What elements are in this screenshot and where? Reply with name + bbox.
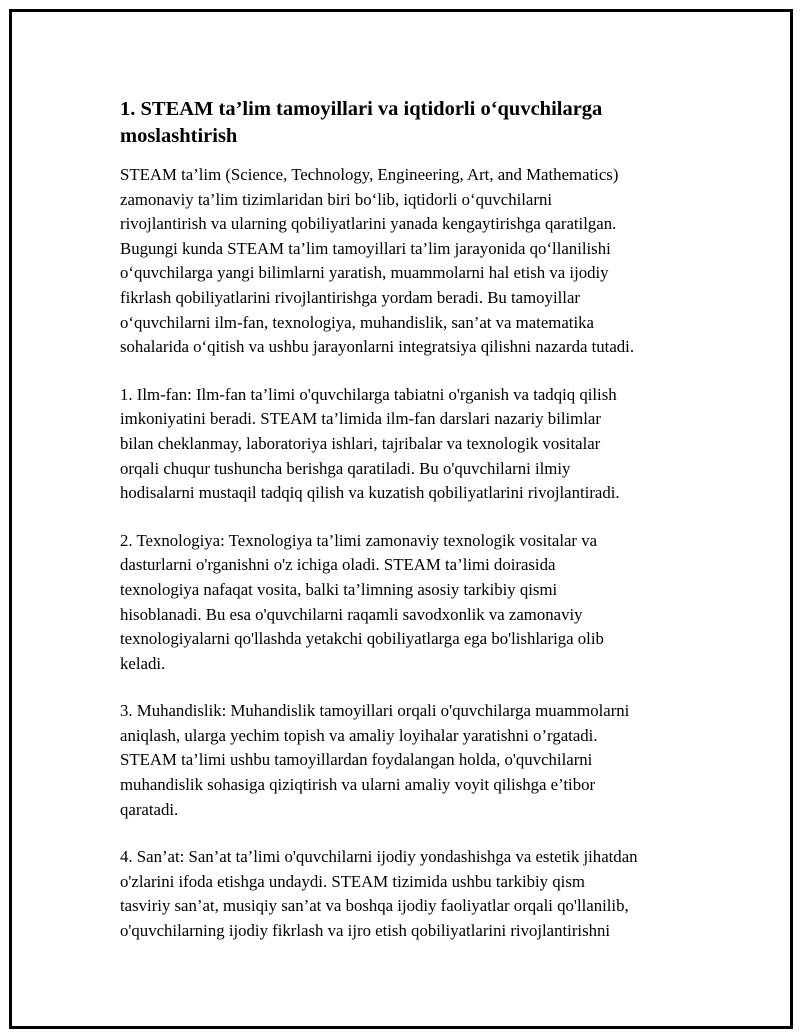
text-line: fikrlash qobiliyatlarini rivojlantirishga yordam beradi. Bu tamoyillar	[120, 287, 580, 307]
page-frame	[9, 9, 793, 1029]
text-line: texnologiyalarni qo'llashda yetakchi qobiliyatlarga ega bo'lishlariga olib	[120, 629, 604, 649]
paragraph-muhandislik	[120, 699, 700, 822]
text-line: texnologiya nafaqat vosita, balki ta’limning asosiy tarkibiy qismi	[120, 579, 558, 599]
text-line: orqali chuqur tushuncha berishga qaratiladi. Bu o'quvchilarni ilmiy	[120, 458, 571, 478]
text-line: 3. Muhandislik: Muhandislik tamoyillari orqali o'quvchilarga muammolarni	[120, 701, 630, 721]
text-line: sohalarida o‘qitish va ushbu jarayonlarni integratsiya qilishni nazarda tutadi.	[120, 337, 635, 357]
text-line: o‘quvchilarni ilm-fan, texnologiya, muhandislik, san’at va matematika	[120, 312, 594, 332]
paragraph-intro	[120, 163, 700, 360]
text-line: 1. Ilm-fan: Ilm-fan ta’limi o'quvchilarga tabiatni o'rganish va tadqiq qilish	[120, 384, 617, 404]
text-line: aniqlash, ularga yechim topish va amaliy loyihalar yaratishni o’rgatadi.	[120, 725, 598, 745]
text-line: dasturlarni o'rganishni o'z ichiga oladi. STEAM ta’limi doirasida	[120, 555, 556, 575]
text-line: bilan cheklanmay, laboratoriya ishlari, tajribalar va texnologik vositalar	[120, 433, 601, 453]
text-line: STEAM ta’limi ushbu tamoyillardan foydalangan holda, o'quvchilarni	[120, 750, 593, 770]
paragraph-ilm-fan	[120, 383, 700, 506]
text-line: hisoblanadi. Bu esa o'quvchilarni raqamli savodxonlik va zamonaviy	[120, 604, 583, 624]
text-line: 4. San’at: San’at ta’limi o'quvchilarni ijodiy yondashishga va estetik jihatdan	[120, 847, 638, 867]
text-line: zamonaviy ta’lim tizimlaridan biri bo‘lib, iqtidorli o‘quvchilarni	[120, 189, 553, 209]
title-line: moslashtirish	[120, 125, 238, 147]
text-line: tasviriy san’at, musiqiy san’at va boshqa ijodiy faoliyatlar orqali qo'llanilib,	[120, 896, 629, 916]
text-line: o‘quvchilarga yangi bilimlarni yaratish, muammolarni hal etish va ijodiy	[120, 263, 609, 283]
text-line: Bugungi kunda STEAM ta’lim tamoyillari ta’lim jarayonida qo‘llanilishi	[120, 238, 611, 258]
text-line: imkoniyatini beradi. STEAM ta’limida ilm-fan darslari nazariy bilimlar	[120, 409, 601, 429]
paragraph-sanat	[120, 845, 700, 943]
text-line: muhandislik sohasiga qiziqtirish va ularni amaliy voyit qilishga e’tibor	[120, 775, 596, 795]
text-line: qaratadi.	[120, 799, 179, 819]
text-line: o'zlarini ifoda etishga undaydi. STEAM tizimida ushbu tarkibiy qism	[120, 871, 585, 891]
text-line: hodisalarni mustaqil tadqiq qilish va kuzatish qobiliyatlarini rivojlantiradi.	[120, 483, 620, 503]
title-line: 1. STEAM ta’lim tamoyillari va iqtidorli o‘quvchilarga	[120, 98, 603, 120]
text-line: 2. Texnologiya: Texnologiya ta’limi zamonaviy texnologik vositalar va	[120, 530, 598, 550]
document-body	[120, 96, 700, 967]
text-line: rivojlantirish va ularning qobiliyatlarini yanada kengaytirishga qaratilgan.	[120, 214, 617, 234]
text-line: o'quvchilarning ijodiy fikrlash va ijro etish qobiliyatlarini rivojlantirishni	[120, 921, 611, 941]
text-line: keladi.	[120, 653, 166, 673]
paragraph-texnologiya	[120, 529, 700, 677]
text-line: STEAM ta’lim (Science, Technology, Engineering, Art, and Mathematics)	[120, 165, 619, 184]
section-title	[120, 96, 700, 150]
